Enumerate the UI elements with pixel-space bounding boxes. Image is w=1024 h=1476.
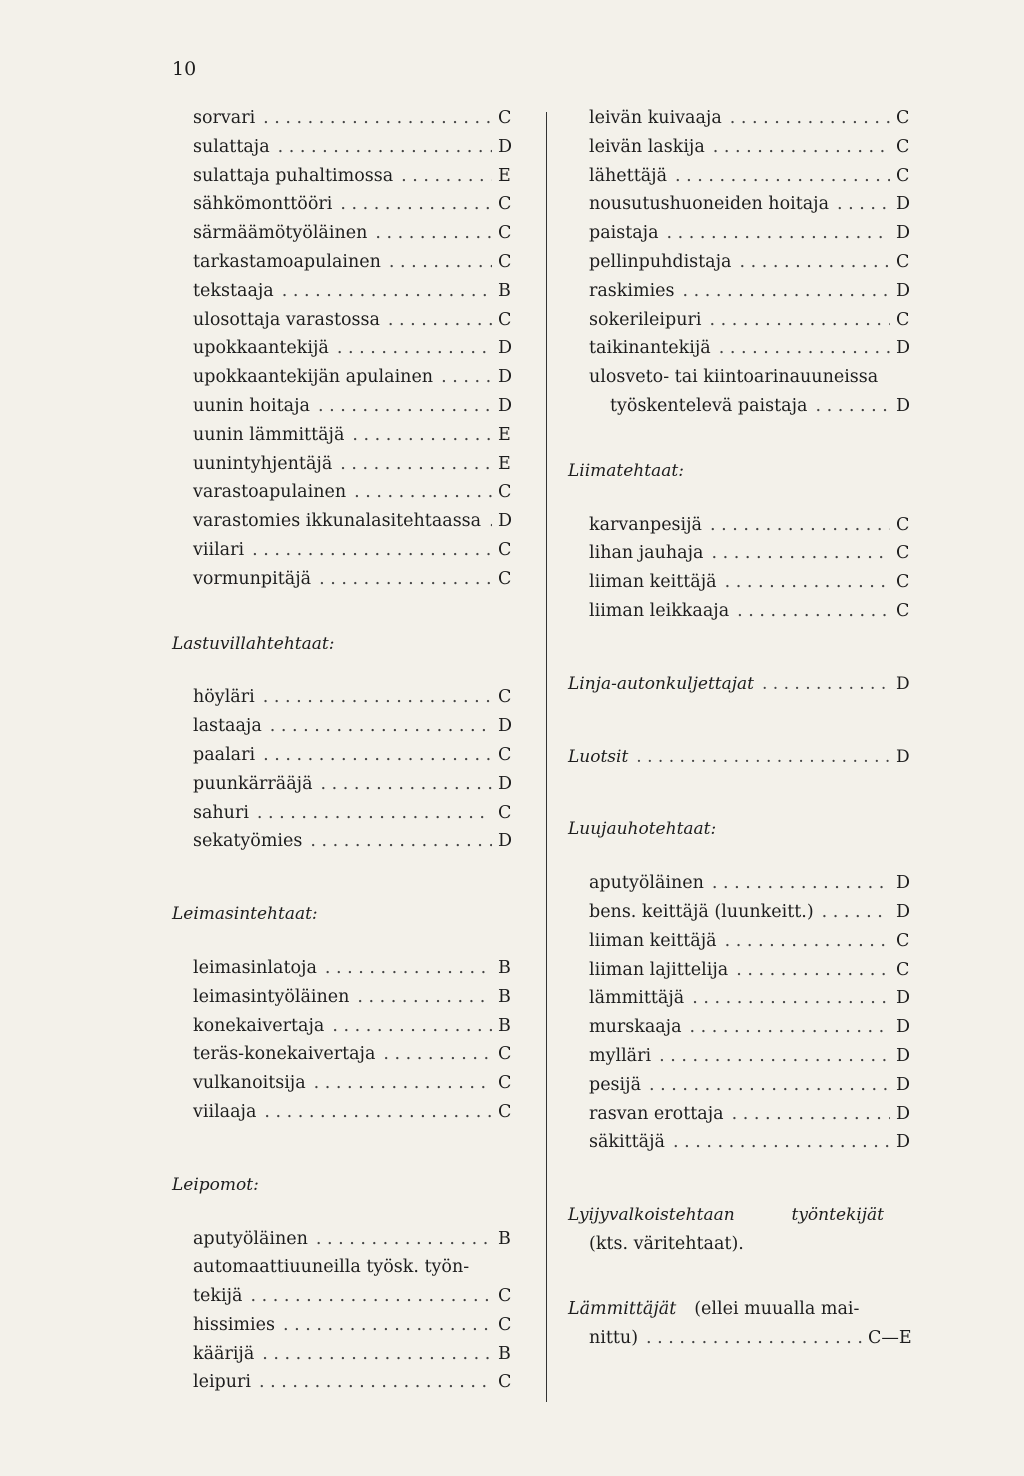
list-item: työskentelevä paistaja . . . D <box>568 392 914 421</box>
entry-lammittajat-continued: nittu) . . . C—E <box>568 1324 914 1353</box>
list-item: säkittäjä . . . D <box>568 1128 914 1157</box>
list-item: lastaaja . . . D <box>172 712 516 741</box>
list-item: leimasintyöläinen . . . B <box>172 983 516 1012</box>
list-item: lihan jauhaja . . . C <box>568 539 914 568</box>
list-item: raskimies . . . D <box>568 277 914 306</box>
list-item: rasvan erottaja . . . D <box>568 1100 914 1129</box>
section-liimatehtaat <box>568 511 914 626</box>
section-leimasintehtaat <box>172 954 516 1127</box>
list-item: leipuri . . . C <box>172 1368 516 1397</box>
list-item: lämmittäjä . . . D <box>568 984 914 1013</box>
section-heading-luujauhotehtaat: Luujauhotehtaat: <box>568 819 717 840</box>
list-item: sekatyömies . . . D <box>172 827 516 856</box>
list-item: viilari . . . C <box>172 536 516 565</box>
section-heading-liimatehtaat: Liimatehtaat: <box>568 460 684 481</box>
section-luujauhotehtaat <box>568 869 914 1157</box>
right-column <box>568 104 914 1352</box>
list-item: puunkärrääjä . . . D <box>172 770 516 799</box>
section-leipomot <box>172 1225 516 1398</box>
list-item: tarkastamoapulainen . . . C <box>172 248 516 277</box>
list-item: uunin hoitaja . . . D <box>172 392 516 421</box>
list-item: mylläri . . . D <box>568 1042 914 1071</box>
list-item: liiman keittäjä . . . C <box>568 927 914 956</box>
list-item: konekaivertaja . . . B <box>172 1012 516 1041</box>
list-item: hissimies . . . C <box>172 1311 516 1340</box>
list-item: paalari . . . C <box>172 741 516 770</box>
list-item: lähettäjä . . . C <box>568 162 914 191</box>
list-item: sokerileipuri . . . C <box>568 306 914 335</box>
list-item: aputyöläinen . . . B <box>172 1225 516 1254</box>
entry-lammittajat: Lämmittäjät (ellei muualla mai- <box>568 1298 860 1319</box>
list-item: tekstaaja . . . B <box>172 277 516 306</box>
list-item: pellinpuhdistaja . . . C <box>568 248 914 277</box>
list-item: varastoapulainen . . . C <box>172 478 516 507</box>
list-item: pesijä . . . D <box>568 1071 914 1100</box>
list-item: viilaaja . . . C <box>172 1098 516 1127</box>
left-column <box>172 104 516 1397</box>
section-lastuvillahtehtaat <box>172 683 516 856</box>
list-item: murskaaja . . . D <box>568 1013 914 1042</box>
list-item: bens. keittäjä (luunkeitt.) . . . D <box>568 898 914 927</box>
lyijyvalkoistehtaan-heading: Lyijyvalkoistehtaan <box>568 1205 735 1226</box>
list-item-continued: automaattiuuneilla työsk. työn- <box>193 1257 470 1278</box>
page-number: 10 <box>172 58 197 80</box>
list-item: sahuri . . . C <box>172 799 516 828</box>
lyijyvalkoistehtaan-heading-b: työntekijät <box>791 1205 884 1226</box>
list-item: leimasinlatoja . . . B <box>172 954 516 983</box>
list-item: sähkömonttööri . . . C <box>172 190 516 219</box>
lyijyvalkoistehtaan-note: (kts. väritehtaat). <box>589 1233 744 1254</box>
entry-lyijyvalkoistehtaan <box>568 1201 914 1230</box>
list-item: liiman leikkaaja . . . C <box>568 597 914 626</box>
list-item: varastomies ikkunalasitehtaassa . . . D <box>172 507 516 536</box>
list-item: höyläri . . . C <box>172 683 516 712</box>
list-item-continued: ulosveto- tai kiintoarinauuneissa <box>589 367 879 388</box>
list-item: uunin lämmittäjä . . . E <box>172 421 516 450</box>
top-list-right <box>568 104 914 421</box>
list-item: särmäämötyöläinen . . . C <box>172 219 516 248</box>
list-item: upokkaantekijä . . . D <box>172 334 516 363</box>
list-item: sorvari . . . C <box>172 104 516 133</box>
list-item: käärijä . . . B <box>172 1340 516 1369</box>
list-item: taikinantekijä . . . D <box>568 334 914 363</box>
list-item: liiman keittäjä . . . C <box>568 568 914 597</box>
list-item: paistaja . . . D <box>568 219 914 248</box>
section-heading-leimasintehtaat: Leimasintehtaat: <box>172 904 318 925</box>
section-heading-leipomot: Leipomot: <box>172 1174 259 1195</box>
list-item: sulattaja puhaltimossa . . . E <box>172 162 516 191</box>
list-item: sulattaja . . . D <box>172 133 516 162</box>
list-item: tekijä . . . C <box>172 1282 516 1311</box>
list-item: leivän kuivaaja . . . C <box>568 104 914 133</box>
list-item: vormunpitäjä . . . C <box>172 565 516 594</box>
top-list-left <box>172 104 516 594</box>
entry-linja-autonkuljettajat: Linja-autonkuljettajat . . . D <box>568 670 914 699</box>
entry-luotsit: Luotsit . . . D <box>568 743 914 772</box>
list-item: nousutushuoneiden hoitaja . . . D <box>568 190 914 219</box>
list-item: teräs-konekaivertaja . . . C <box>172 1040 516 1069</box>
section-heading-lastuvillahtehtaat: Lastuvillahtehtaat: <box>172 633 335 654</box>
list-item: leivän laskija . . . C <box>568 133 914 162</box>
list-item: liiman lajittelija . . . C <box>568 956 914 985</box>
list-item: vulkanoitsija . . . C <box>172 1069 516 1098</box>
list-item: aputyöläinen . . . D <box>568 869 914 898</box>
list-item: uunintyhjentäjä . . . E <box>172 450 516 479</box>
column-divider <box>546 112 547 1402</box>
list-item: karvanpesijä . . . C <box>568 511 914 540</box>
list-item: ulosottaja varastossa . . . C <box>172 306 516 335</box>
list-item: upokkaantekijän apulainen . . . D <box>172 363 516 392</box>
